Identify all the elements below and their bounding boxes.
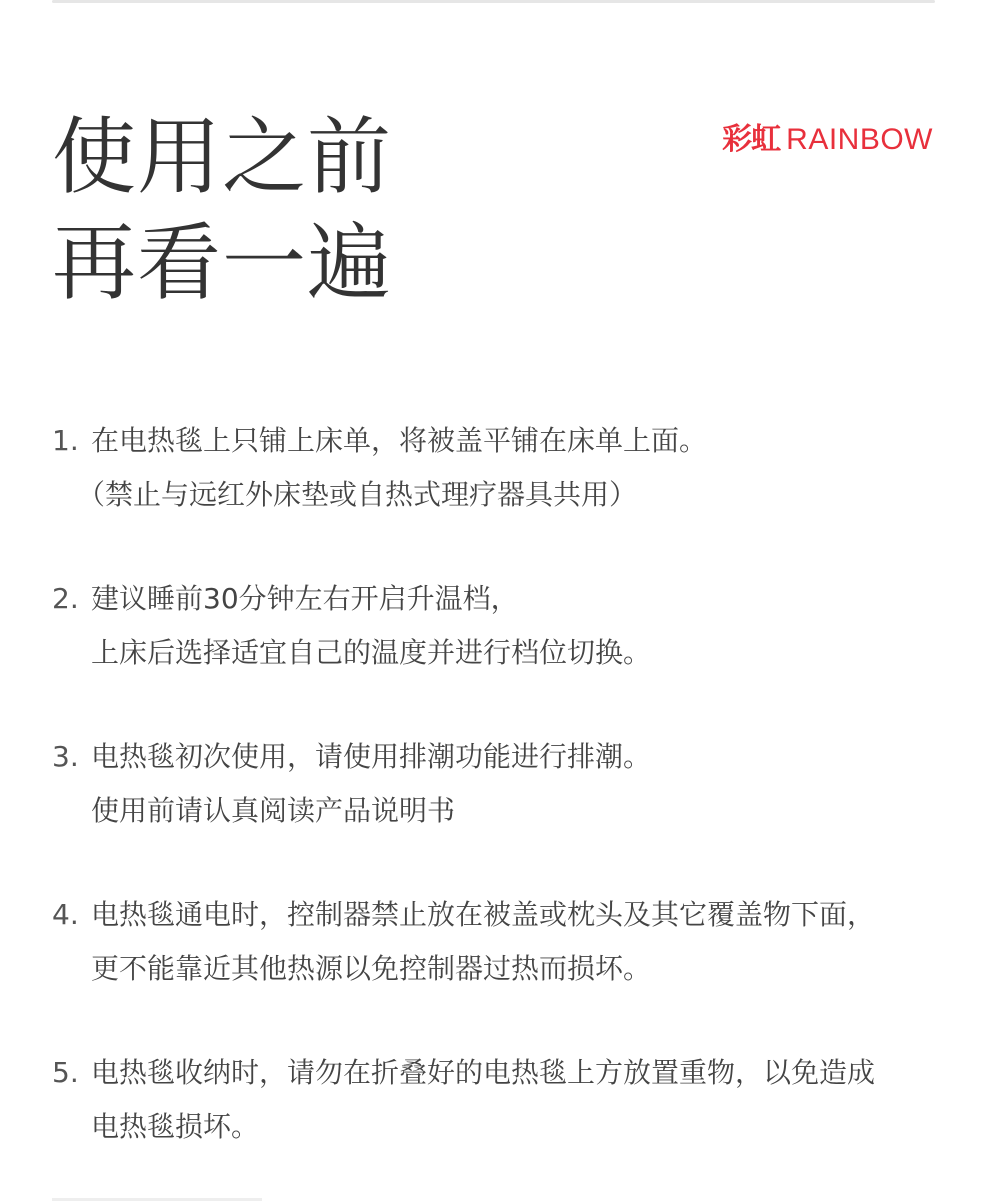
item-text-line: 在电热毯上只铺上床单，将被盖平铺在床单上面。 [91,424,708,457]
instruction-item-3 [52,730,942,838]
item-text-line: 上床后选择适宜自己的温度并进行档位切换。 [91,636,652,669]
item-text-line: 更不能靠近其他热源以免控制器过热而损坏。 [91,952,652,985]
title-line-2: 再看一遍 [52,214,393,312]
item-text-line: 建议睡前30分钟左右开启升温档， [91,582,519,615]
instruction-list [52,414,942,1204]
item-text-line: 电热毯初次使用，请使用排潮功能进行排潮。 [91,740,652,773]
title-line-1: 使用之前 [52,108,393,206]
item-text-line: 电热毯损坏。 [91,1110,260,1143]
item-text-line: 电热毯收纳时，请勿在折叠好的电热毯上方放置重物，以免造成 [91,1056,876,1089]
item-number: 2. [52,582,79,615]
top-divider [52,0,935,3]
page-title [52,104,392,316]
item-number: 1. [52,424,79,457]
item-text-line: 电热毯通电时，控制器禁止放在被盖或枕头及其它覆盖物下面， [91,898,876,931]
brand-logo-en: RAINBOW [786,123,933,156]
instruction-item-5 [52,1046,942,1154]
instruction-item-4 [52,888,942,996]
item-text-line: 使用前请认真阅读产品说明书 [91,794,456,827]
item-number: 3. [52,740,79,773]
brand-logo-cn: 彩虹 [722,122,781,157]
instruction-item-2 [52,572,942,680]
instruction-item-1 [52,414,942,522]
item-text-line: （禁止与远红外床垫或自热式理疗器具共用） [77,478,638,511]
brand-logo [722,114,933,158]
item-number: 5. [52,1056,79,1089]
item-number: 4. [52,898,79,931]
